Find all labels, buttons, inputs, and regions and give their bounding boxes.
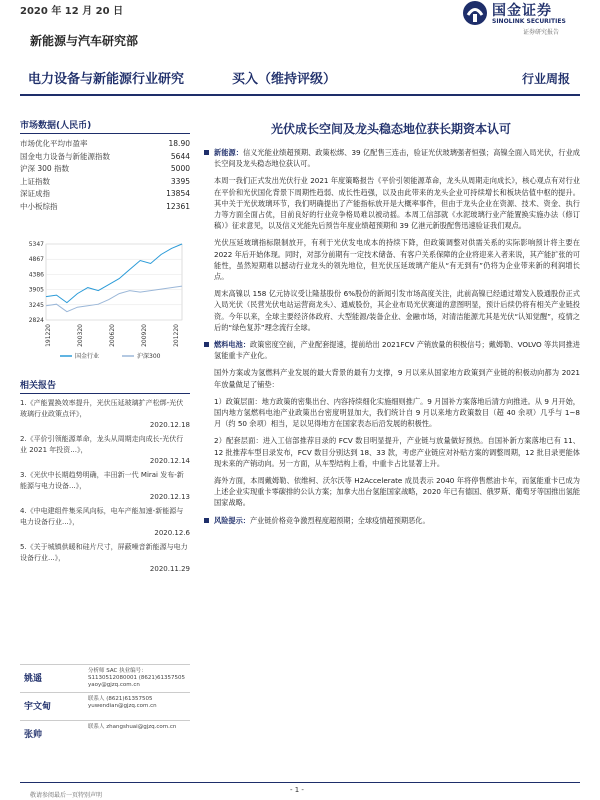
paragraph-lead: 新能源： [214,148,243,157]
market-row-label: 市场优化平均市盈率 [20,139,88,148]
market-row-label: 中小板综指 [20,201,58,211]
article-paragraph [202,396,580,430]
analyst-list [20,664,190,748]
related-date: 2020.12.18 [149,421,190,429]
market-row-value: 3395 [170,176,190,186]
paragraph-text: 光伏压延玻璃指标限制放开，有利于光伏发电成本的持续下降，但政策调整对供需关系的实际影响预计将主要在 2022 年后开始体现。同时，对部分前期有一定技术储备、有客户关系保障的企业将迎来入者来说，其产能扩张的可能性，虽然短期难以撼动行业龙头的领先地位，但光伏压延玻璃产能从“有无到有”仍将为企业带来新的利润增长点。 [214,238,580,282]
analyst-name: 姚遥 [24,674,43,684]
paragraph-text: 国外方案或为氢燃料产业发展的最大背景的最有力支撑，9 月以来从国家地方政策到产业链的积极动向都为 2021 年放量做足了铺垫： [214,368,580,389]
market-row [20,188,190,201]
analyst-card [20,720,190,748]
y-tick-label: 5347 [28,241,44,248]
market-data-panel [20,118,190,213]
list-item[interactable] [20,470,190,503]
series-line [46,244,182,303]
market-row [20,201,190,214]
series-line [46,286,182,312]
article-paragraph [202,339,580,361]
page-title: 电力设备与新能源行业研究 [28,72,185,87]
page-number: - 1 - [290,786,304,794]
x-tick-label: 201220 [173,324,180,347]
title-row [20,68,580,90]
related-text: 2.《平价引领能源革命，龙头从周期走向成长-光伏行业 2021 年投资...》， [20,435,184,454]
market-row [20,176,190,189]
department-label: 新能源与汽车研究部 [30,34,139,48]
footer-divider [20,782,580,783]
related-text: 5.《关于城镇供暖和硅片尺寸，屏蔽噪音新能源与电力设备行业...》， [20,543,188,562]
market-row-label: 深证成指 [20,189,50,198]
market-row-value: 5644 [170,151,190,161]
rating-badge: 买入（维持评级） [232,72,337,87]
logo-cn-text: 国金证券 [492,3,552,19]
market-row [20,163,190,176]
related-text: 3.《光伏中长期趋势明确，丰田新一代 Mirai 发布-新能源与电力设备...》， [20,471,184,490]
paragraph-lead: 风险提示： [214,515,250,525]
market-row-label: 上证指数 [20,176,50,186]
y-tick-label: 3245 [28,301,44,309]
market-row-value: 12361 [166,201,190,211]
article-paragraphs [202,147,580,526]
article-paragraph [202,288,580,333]
paragraph-text: 本周一我们正式发出光伏行业 2021 年度策略报告《平价引领能源革命，龙头从周期走向成长》，核心观点有对行业在平价和光伏国化背景下周期性趋弱、成长性趋强，以及由此带来的龙头企业可持续增长和板块估值中枢的提升。其中关于光伏玻璃环节，我们明确提出了产能指标放开是大概率事件，但由于龙头企业在资源、技术、资金、执行力等方面全面占优，目前良好的行业竞争格局难以被动摇。本周工信部就《水泥玻璃行业产能置换实施办法（修订稿）》征求意见，以及信义光能先后预告年度业绩超预期和 39 亿港元新股配售迅速验证我们观点。 [214,176,580,231]
list-item[interactable] [20,506,190,539]
y-tick-label: 4386 [28,271,44,279]
paragraph-text: 周末高镍以 158 亿元协议受让隆基股份 6%股份的新闻引发市场高度关注，此前高镍已经通过增发入股通股份正式入局光伏（民营光伏电站运营商龙头）、通威股份，其企业布局光伏赛道的意图明显，预计后续仍将有相关产业链投资。今年以来，全球主要经济体政府、大型能源/装备企业、金融市场，对清洁能源尤其是光伏“认知觉醒”，疫情之后的“绿色复苏”理念流行全球。 [214,289,580,332]
paragraph-text: 2）配套层面：进入工信部推荐目录的 FCV 数目明显提升，产业链与放量做好预热。自国补新方案落地已有 11、12 批推荐车型目录发布，FCV 数目分别达到 18、33 款，考虑产业链应对补贴方案的调整周期，12 批目录更能体现未来的产销动向。另一方面，从车型结构上看，中重卡占比显著上升。 [214,436,580,468]
article-paragraph [202,237,580,282]
analyst-contact: 联系人 zhangshuai@gjzq.com.cn [88,724,177,730]
article-paragraph [202,435,580,469]
paragraph-lead: 燃料电池： [214,340,251,350]
article-paragraph [202,367,580,389]
analyst-contact: 分析师 SAC 执业编号：S1130512080001 (8621)61357505 yaoy@gjzq.com.cn [88,668,186,688]
related-date: 2020.12.13 [149,493,190,501]
x-tick-label: 200620 [109,324,116,347]
related-list [20,398,190,575]
analyst-card [20,692,190,720]
report-type: 行业周报 [521,72,570,86]
related-date: 2020.11.29 [149,565,190,573]
footer-note: 敬请参阅最后一页特别声明 [30,792,103,799]
legend-label: 国金行业 [75,353,100,360]
index-chart-svg [20,238,190,366]
paragraph-text: 信义光能业绩超预期、政策松绑、39 亿配售三连击，验证光伏玻璃强者恒强；高镍全面入局光伏，行业成长空间及龙头稳态地位获认可。 [214,148,580,169]
logo-subtitle: 证券研究报告 [523,29,560,36]
analyst-contact: 联系人 (8621)61357505 yuwendian@gjzq.com.cn [88,696,157,709]
list-item[interactable] [20,542,190,575]
related-date: 2020.12.14 [149,457,190,465]
related-reports [20,378,190,578]
article-title: 光伏成长空间及龙头稳态地位获长期资本认可 [270,122,511,136]
paragraph-text: 海外方面，本周戴姆勒、依维柯、沃尔沃等 H2Accelerate 成员表示 2040 年将停售燃油卡车，而氢能重卡已成为上述企业实现重卡零碳排的公认方案；加拿大出台氢能国家战略，2020 年已有德国、俄罗斯、葡萄牙等国推出氢能国家战略。 [214,476,580,508]
analyst-card [20,664,190,692]
related-text: 1.《产能置换效率提升，光伏压延玻璃扩产松绑-光伏玻璃行业政策点评》， [20,399,184,418]
legend-label: 沪深300 [137,353,161,360]
article-paragraph [202,147,580,169]
list-item[interactable] [20,398,190,431]
market-row-label: 沪深 300 指数 [20,164,70,173]
paragraph-text: 政策密度空前，产业配套提速，提前给出 2021FCV 产销放量的积极信号；戴姆勒、VOLVO 等共同推进氢能重卡产业化。 [214,340,580,361]
article-paragraph [202,475,580,509]
y-tick-label: 3905 [28,286,44,294]
related-heading: 相关报告 [20,378,190,394]
x-tick-label: 191220 [45,324,52,347]
list-item[interactable] [20,434,190,467]
analyst-name: 张帅 [24,730,43,740]
analyst-name: 宇文甸 [24,702,52,712]
market-row-label: 国金电力设备与新能源指数 [20,151,110,161]
paragraph-text: 1）政策层面：地方政策的密集出台、内容持续细化实施细则推广。9 月国补方案落地后清方向推进。从 9 月开始，国内地方氢燃料电池产业政策出台密度明显加大，我们统计自 9 月以来地方政策数目（超 40 余项）几乎与 1~8 月（约 50 余项）相当，足以见得地方在国家表态后沿发展的积极性。 [214,396,580,429]
market-row [20,151,190,164]
paragraph-text: 产业链价格竞争激烈程度超预期；全球疫情超预期恶化。 [249,515,430,525]
y-tick-label: 4867 [28,256,44,264]
header-divider [20,94,580,96]
article-body [202,100,580,532]
x-tick-label: 200320 [77,324,84,347]
report-date: 2020 年 12 月 20 日 [20,6,124,17]
logo-icon [462,0,488,26]
market-row [20,138,190,151]
related-text: 4.《中电建组件集采风向标，电车产能加速-新能源与电力设备行业...》， [20,507,184,526]
related-date: 2020.12.6 [154,529,190,537]
x-tick-label: 200920 [141,324,148,347]
market-row-value: 5000 [170,164,190,173]
market-row-value: 18.90 [168,139,190,148]
y-tick-label: 2824 [28,317,44,324]
market-data-heading: 市场数据(人民币) [20,118,190,134]
market-row-value: 13854 [166,189,190,198]
market-data-list [20,138,190,213]
logo-en-text: SINOLINK SECURITIES [492,18,566,25]
article-paragraph [202,175,580,231]
index-chart [20,238,190,366]
article-paragraph [202,515,580,526]
